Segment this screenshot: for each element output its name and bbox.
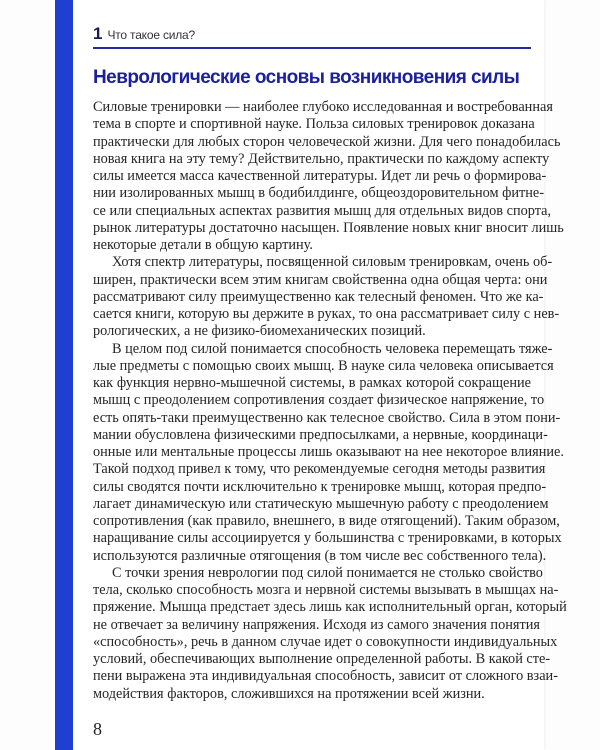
text-line: рассматривают силу преимущественно как телесный феномен. Что же ка- (93, 288, 544, 305)
text-line: силы сводятся почти исключительно к тренировке мышц, которая предпо- (93, 478, 547, 495)
text-line: силы имеется масса качественной литературы. Идет ли речь о формирова- (93, 168, 547, 184)
text-line: ширен, практически всем этим книгам свойственна одна общая черта: они (93, 271, 548, 288)
text-line: рынок литературы достаточно насыщен. Появление новых книг вносит лишь (93, 219, 564, 236)
text-line: пени выражена эта индивидуальная способность, зависит от сложного взаи- (93, 668, 558, 685)
header-rule (93, 47, 531, 49)
text-line: рологических, а не физико-биомеханических позиций. (93, 323, 426, 340)
text-line: лые предметы с помощью своих мышц. В науке сила человека описывается (93, 357, 554, 374)
text-line: онные или ментальные процессы лишь оказывают на нее некоторое влияние. (93, 444, 564, 460)
paragraph (93, 340, 564, 565)
paragraph (93, 254, 560, 340)
page-number: 8 (93, 719, 102, 739)
text-line: се или специальных аспектах развития мышц для отдельных видов спорта, (93, 202, 552, 219)
text-line: не отвечает за величину напряжения. Исходя из самого значения понятия (93, 616, 540, 633)
text-line: некоторые детали в общую картину. (93, 237, 313, 253)
section-title: Неврологические основы возникновения силы (93, 67, 520, 88)
text-line: В целом под силой понимается способность человека перемещать тяже- (112, 340, 553, 357)
text-line: модействия факторов, сложившихся на протяжении всей жизни. (93, 685, 485, 702)
chapter-title: Что такое сила? (107, 28, 195, 42)
text-line: Силовые тренировки — наиболее глубоко исследованная и востребованная (93, 99, 553, 115)
text-line: Такой подход привел к тому, что рекомендуемые сегодня методы развития (93, 461, 546, 478)
accent-strip (55, 0, 73, 750)
text-line: «способность», речь в данном случае идет о совокупности индивидуальных (93, 633, 558, 650)
text-line: сается книги, которую вы держите в руках, то она рассматривает силу с нев- (93, 306, 560, 322)
text-line: лагает динамическую или статическую мышечную работу с преодолением (93, 495, 549, 512)
book-page (73, 0, 567, 750)
text-line: наращивание силы ассоциируется у большинства с тренировками, в которых (93, 530, 562, 547)
body-text (93, 99, 567, 703)
text-line: практически для любых сторон человеческой жизни. Для чего понадобилась (93, 133, 561, 150)
running-head (93, 24, 531, 44)
text-line: мании обусловлена физическими предпосылками, а нервные, координаци- (93, 426, 548, 443)
text-line: есть опять-таки преимущественно как телесное свойство. Сила в этом пони- (93, 409, 561, 426)
text-line: тела, сколько способность мозга и нервной системы вызывать в мышцах на- (93, 582, 559, 598)
text-line: пряжение. Мышца предстает здесь лишь как исполнительный орган, который (93, 599, 567, 616)
text-line: используются различные отягощения (в том числе вес собственного тела). (93, 547, 547, 564)
text-line: условий, обеспечивающих выполнение определенной работы. В какой сте- (93, 651, 551, 667)
text-line: новая книга на эту тему? Действительно, практически по каждому аспекту (93, 150, 550, 167)
text-line: как функция нервно-мышечной системы, в рамках которой сокращение (93, 375, 531, 391)
text-line: С точки зрения неврологии под силой понимается не столько свойство (112, 564, 543, 581)
text-line: сопротивления (как правило, внешнего, в виде отягощений). Таким образом, (93, 513, 560, 529)
text-line: тема в спорте и спортивной науке. Польза силовых тренировок доказана (93, 116, 535, 133)
paragraph (93, 99, 564, 254)
text-line: мышц с преодолением сопротивления создает физическое напряжение, то (93, 392, 545, 409)
chapter-number: 1 (93, 24, 103, 43)
paragraph (93, 564, 567, 703)
text-line: нии изолированных мышц в бодибилдинге, общеоздоровительном фитне- (93, 185, 545, 202)
text-line: Хотя спектр литературы, посвященной силовым тренировкам, очень об- (112, 254, 553, 271)
